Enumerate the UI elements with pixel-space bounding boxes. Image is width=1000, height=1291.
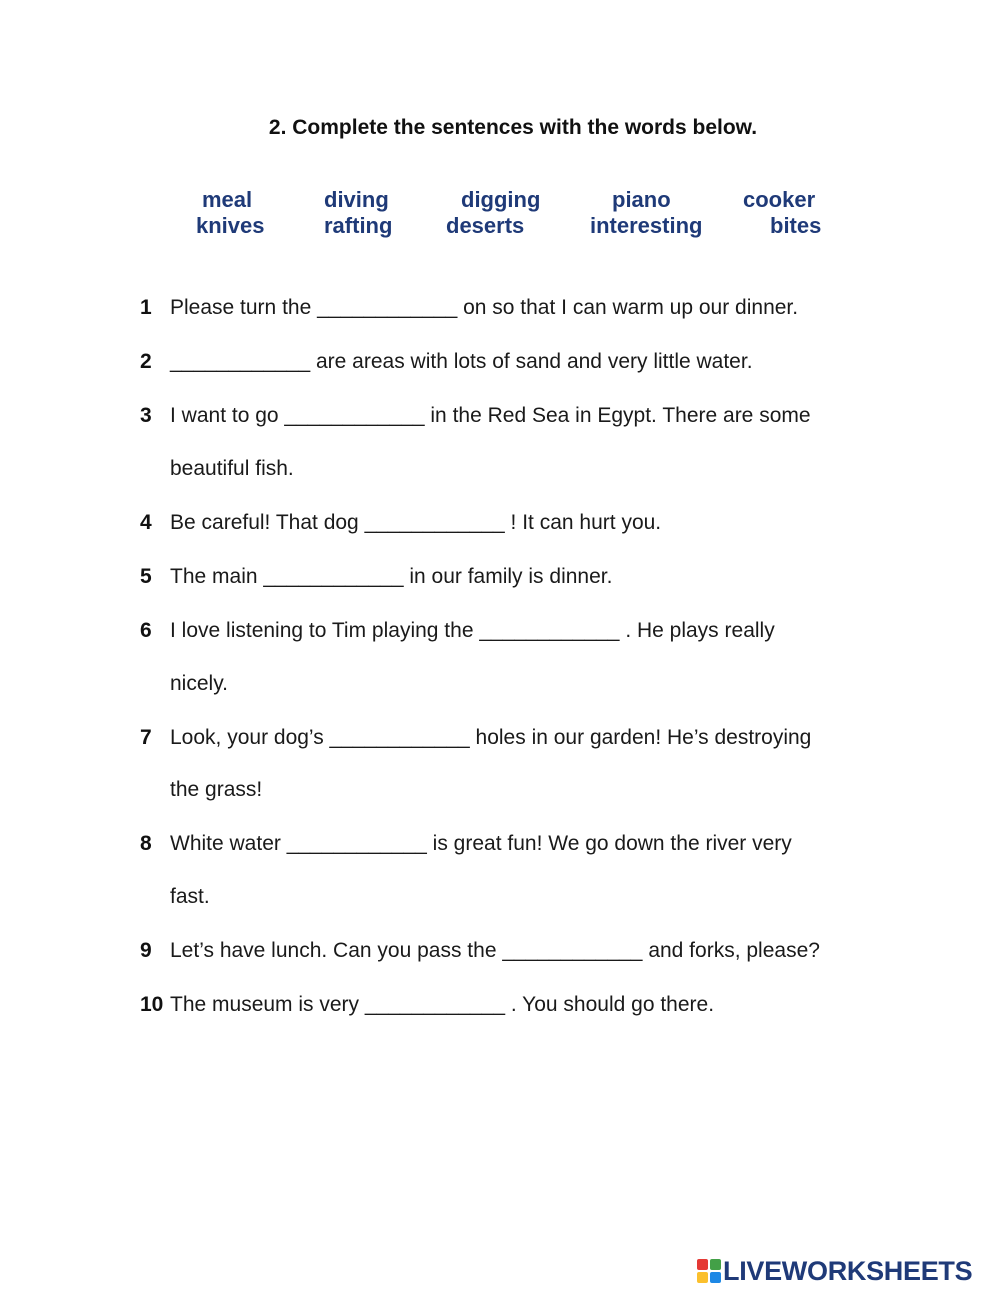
item-number: 3 — [140, 404, 152, 427]
word-bank-item: cooker — [743, 187, 816, 212]
word-bank-item: rafting — [324, 213, 393, 238]
item-number: 8 — [140, 832, 152, 855]
sentence-text: The main ____________ in our family is dinner. — [170, 565, 613, 588]
item-number: 2 — [140, 350, 152, 373]
item-number: 7 — [140, 726, 152, 749]
logo-text: LIVEWORKSHEETS — [723, 1256, 973, 1286]
item-number: 6 — [140, 619, 152, 642]
word-bank-item: diving — [324, 187, 389, 212]
sentence-text-continued: beautiful fish. — [170, 457, 294, 480]
sentence-text: Be careful! That dog ____________ ! It can hurt you. — [170, 511, 662, 534]
item-number: 5 — [140, 565, 152, 588]
word-bank-item: piano — [612, 187, 671, 212]
item-number: 1 — [140, 296, 152, 319]
sentence-text: Look, your dog’s ____________ holes in our garden! He’s destroying — [170, 726, 812, 749]
sentence-text: White water ____________ is great fun! We go down the river very — [170, 832, 792, 855]
word-bank-item: meal — [202, 187, 253, 212]
word-bank-item: interesting — [590, 213, 703, 238]
word-bank-item: deserts — [446, 213, 525, 238]
word-bank-item: digging — [461, 187, 541, 212]
item-number: 10 — [140, 993, 164, 1016]
liveworksheets-logo — [697, 1256, 997, 1286]
sentence-text: Let’s have lunch. Can you pass the ____________ and forks, please? — [170, 939, 820, 962]
exercise-title: 2. Complete the sentences with the words below. — [268, 116, 758, 139]
item-number: 4 — [140, 511, 152, 534]
sentence-text-continued: fast. — [170, 885, 210, 908]
sentence-text: I love listening to Tim playing the ____________ . He plays really — [170, 619, 775, 642]
sentence-text: The museum is very ____________ . You should go there. — [170, 993, 715, 1016]
sentence-text: ____________ are areas with lots of sand and very little water. — [170, 350, 753, 373]
item-number: 9 — [140, 939, 152, 962]
logo-blocks-icon — [697, 1259, 721, 1283]
word-bank-item: bites — [770, 213, 822, 238]
sentence-text-continued: the grass! — [170, 778, 263, 801]
word-bank-item: knives — [196, 213, 265, 238]
sentence-text: Please turn the ____________ on so that I can warm up our dinner. — [170, 296, 799, 319]
sentence-text: I want to go ____________ in the Red Sea in Egypt. There are some — [170, 404, 811, 427]
sentence-text-continued: nicely. — [170, 672, 228, 695]
